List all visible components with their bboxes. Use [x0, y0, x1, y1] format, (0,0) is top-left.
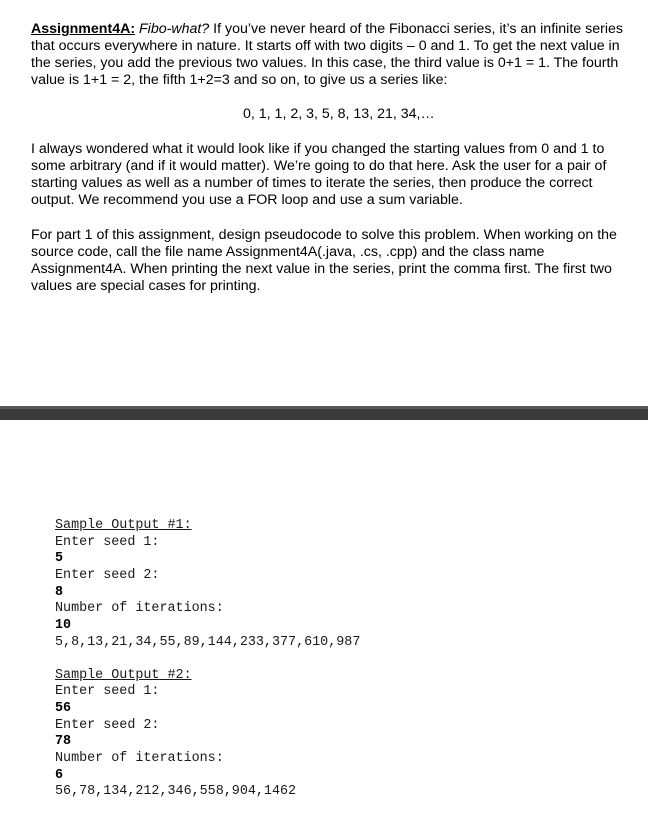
sample-2-prompt-seed-1: Enter seed 1:: [55, 684, 160, 700]
sample-2-heading: Sample Output #2:: [55, 667, 192, 683]
sample-1-seed-2-value: 8: [55, 584, 64, 600]
sample-1-prompt-seed-2: Enter seed 2:: [55, 568, 160, 584]
sample-2-seed-2-value: 78: [55, 734, 72, 750]
intro-line: that occurs everywhere in nature. It starts off with two digits – 0 and 1. To get the next value in: [31, 38, 620, 54]
sample-2-seed-1-value: 56: [55, 700, 72, 716]
page-separator-highlight: [0, 406, 648, 409]
sample-1-output: 5,8,13,21,34,55,89,144,233,377,610,987: [55, 634, 361, 650]
paragraph-3-line: For part 1 of this assignment, design pseudocode to solve this problem. When working on the: [31, 227, 617, 243]
sample-2-prompt-seed-2: Enter seed 2:: [55, 717, 160, 733]
sample-2-output: 56,78,134,212,346,558,904,1462: [55, 784, 297, 800]
intro-line: value is 1+1 = 2, the fifth 1+2=3 and so on, to give us a series like:: [31, 72, 448, 88]
sample-1-seed-1-value: 5: [55, 551, 64, 567]
sample-2-prompt-iterations: Number of iterations:: [55, 750, 224, 766]
paragraph-2-line: I always wondered what it would look like if you changed the starting values from 0 and 1 to: [31, 141, 605, 157]
paragraph-3-line: Assignment4A. When printing the next value in the series, print the comma first. The first two: [31, 261, 612, 277]
sample-1-prompt-iterations: Number of iterations:: [55, 601, 224, 617]
intro-line: the series, you add the previous two values. In this case, the third value is 0+1 = 1. The fourth: [31, 55, 619, 71]
paragraph-2-line: some arbitrary (and if it would matter). We’re going to do that here. Ask the user for a pair of: [31, 158, 607, 174]
paragraph-3-line: source code, call the file name Assignment4A(.java, .cs, .cpp) and the class name: [31, 244, 545, 260]
sample-gap: [55, 652, 360, 668]
sample-1-prompt-seed-1: Enter seed 1:: [55, 534, 160, 550]
paragraph-2-line: starting values as well as a number of times to iterate the series, then produce the correct: [31, 175, 593, 191]
paragraph-3-line: values are special cases for printing.: [31, 278, 261, 294]
sample-2-iterations-value: 6: [55, 767, 64, 783]
sample-output-console: [55, 518, 360, 801]
fibonacci-sequence: 0, 1, 1, 2, 3, 5, 8, 13, 21, 34,…: [243, 106, 435, 122]
paragraph-2-line: output. We recommend you use a FOR loop and use a sum variable.: [31, 192, 463, 208]
document-page-top: [0, 0, 648, 406]
assignment-text: [31, 21, 648, 295]
sample-1-heading: Sample Output #1:: [55, 518, 192, 533]
sample-1-iterations-value: 10: [55, 618, 72, 634]
intro-line: If you’ve never heard of the Fibonacci series, it’s an infinite series: [209, 21, 623, 37]
assignment-title: Assignment4A:: [31, 21, 136, 37]
assignment-subtitle: Fibo-what?: [139, 21, 210, 37]
paragraph-intro: [31, 21, 648, 38]
